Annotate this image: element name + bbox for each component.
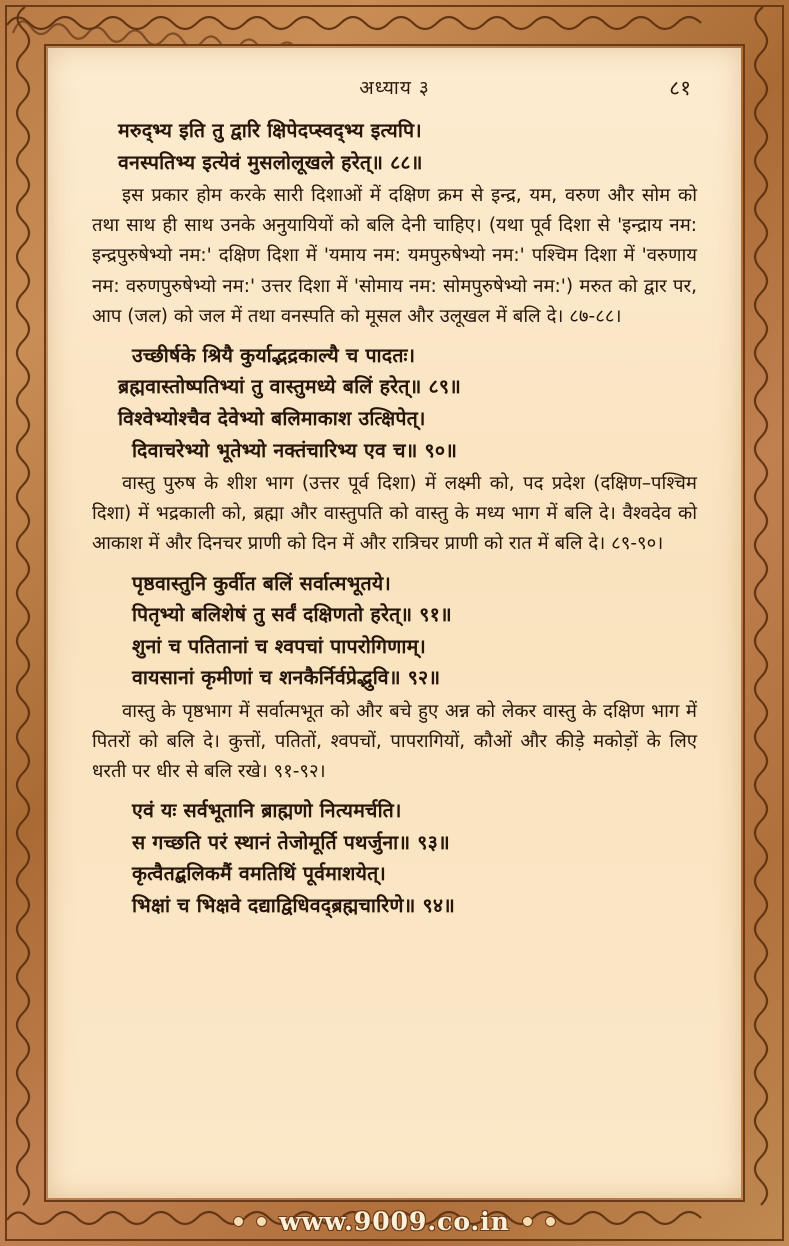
verse-line: कृत्वैतद्बलिकमैं वमतिथिं पूर्वमाशयेत्। <box>132 862 386 886</box>
verse-block <box>92 340 697 466</box>
dot-ornament-icon <box>256 1216 267 1227</box>
ornament-top-border <box>7 7 782 44</box>
website-url: www.9009.co.in <box>279 1206 510 1236</box>
verse-block <box>92 568 697 694</box>
footer-watermark <box>0 1204 789 1238</box>
chapter-title: अध्याय ३ <box>359 77 430 99</box>
commentary-paragraph: वास्तु के पृष्ठभाग में सर्वात्मभूत को और बचे हुए अन्न को लेकर वास्तु के दक्षिण भाग में पितरों को बलि दे। कुत्तों, पतितों, श्वपचों, पापरागियों, कौओं और कीड़े मकोड़ों के लिए धरती पर धीर से बलि रखे। ९१-९२। <box>92 700 698 783</box>
dot-ornament-icon <box>522 1216 533 1227</box>
verse-line: स गच्छति परं स्थानं तेजोमूर्ति पथर्जुना॥ ९३॥ <box>132 830 450 854</box>
verse-line: वायसानां कृमीणां च शनकैर्निर्वप्रेद्भुवि॥ ९२॥ <box>132 666 441 690</box>
verse-line: वनस्पतिभ्य इत्येवं मुसलोलूखले हरेत्॥ ८८॥ <box>118 150 423 174</box>
commentary-paragraph: वास्तु पुरुष के शीश भाग (उत्तर पूर्व दिशा) में लक्ष्मी को, पद प्रदेश (दक्षिण–पश्चिम दिशा) में भद्रकाली को, ब्रह्मा और वास्तुपति को वास्तु के मध्य भाग में बलि दे। वैश्वदेव को आकाश में और दिनचर प्राणी को दिन में और रात्रिचर प्राणी को रात में बलि दे। ८९-९०। <box>92 473 697 555</box>
verse-line: मरुद्भ्य इति तु द्वारि क्षिपेदप्स्वद्भ्य इत्यपि। <box>118 119 422 142</box>
dot-ornament-icon <box>233 1216 244 1227</box>
commentary-paragraph: इस प्रकार होम करके सारी दिशाओं में दक्षिण क्रम से इन्द्र, यम, वरुण और सोम को तथा साथ ही साथ उनके अनुयायियों को बलि देनी चाहिए। (यथा पूर्व दिशा से 'इन्द्राय नम: इन्द्रपुरुषेभ्यो नम:' दक्षिण दिशा में 'यमाय नम: यमपुरुषेभ्यो नम:' पश्चिम दिशा में 'वरुणाय नम: वरुणपुरुषेभ्यो नम:' उत्तर दिशा में 'सोमाय नम: सोमपुरुषेभ्यो नम:') मरुत को द्वार पर, आप (जल) को जल में तथा वनस्पति को मूसल और उलूखल में बलि दे। ८७-८८। <box>92 185 697 327</box>
ornament-bottom-border <box>7 1202 782 1239</box>
verse-line: पृष्ठवास्तुनि कुर्वीत बलिं सर्वात्मभूतये। <box>132 571 391 595</box>
verse-line: विश्वेभ्योश्चैव देवेभ्यो बलिमाकाश उत्क्षिपेत्। <box>118 407 426 431</box>
paper-area <box>48 48 741 1198</box>
page-number: ८१ <box>669 76 691 100</box>
verse-line: एवं यः सर्वभूतानि ब्राह्मणो नित्यमर्चति। <box>132 799 402 823</box>
verse-block <box>92 115 697 178</box>
page-header <box>92 74 697 108</box>
verse-line: ब्रह्मवास्तोष्पतिभ्यां तु वास्तुमध्ये बलिं हरेत्॥ ८९॥ <box>118 375 462 399</box>
page-content <box>92 115 697 922</box>
verse-line: भिक्षां च भिक्षवे दद्याद्विधिवद्ब्रह्मचारिणे॥ ९४॥ <box>132 894 456 918</box>
verse-line: शुनां च पतितानां च श्वपचां पापरोगिणाम्। <box>132 634 427 658</box>
dot-ornament-icon <box>545 1216 556 1227</box>
ornament-right-border <box>745 7 782 1239</box>
verse-block <box>92 795 697 921</box>
verse-line: पितृभ्यो बलिशेषं तु सर्वं दक्षिणतो हरेत्॥ ९१॥ <box>132 603 452 627</box>
verse-line: दिवाचरेभ्यो भूतेभ्यो नक्तंचारिभ्य एव च॥ ९०॥ <box>132 438 458 462</box>
ornament-left-border <box>7 7 44 1239</box>
verse-line: उच्छीर्षके श्रियै कुर्याद्भद्रकाल्यै च पादतः। <box>132 343 416 367</box>
